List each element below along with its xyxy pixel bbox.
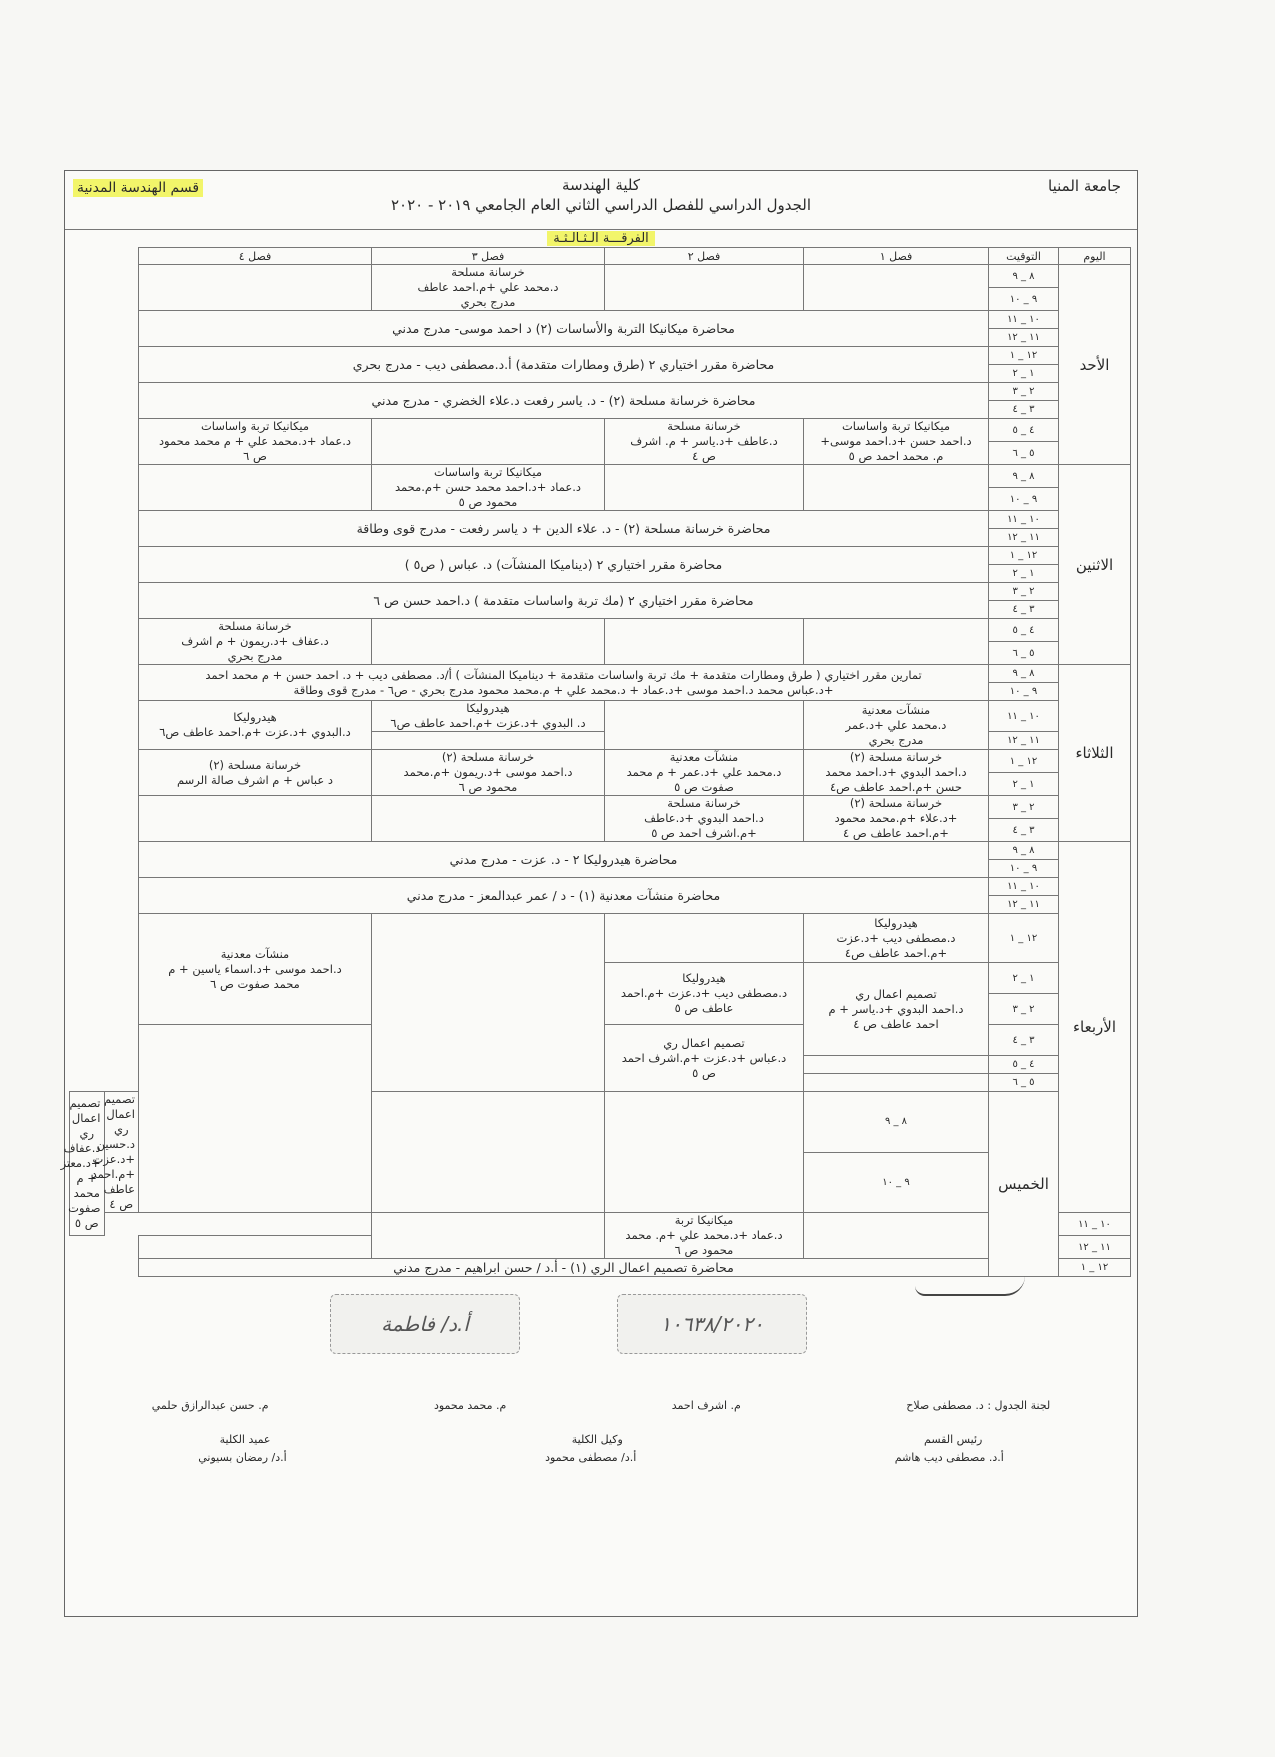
day-wednesday: الأربعاء	[1059, 842, 1131, 1213]
time-cell: ٣ _ ٤	[989, 401, 1059, 419]
tue-c3-session: هيدروليكا د. البدوي +د.عزت +م.احمد عاطف ص٦	[372, 701, 605, 732]
time-cell: ٨ _ ٩	[804, 1092, 989, 1153]
day-sunday: الأحد	[1059, 265, 1131, 465]
schedule-table	[60, 247, 1131, 1277]
col-class-3: فصل ٣	[372, 248, 605, 265]
wed-lecture-2: محاضرة منشآت معدنية (١) - د / عمر عبدالمعز - مدرج مدني	[139, 878, 989, 914]
time-cell: ١ _ ٢	[989, 773, 1059, 796]
time-cell: ١١ _ ١٢	[989, 529, 1059, 547]
time-cell: ١٠ _ ١١	[989, 311, 1059, 329]
time-cell: ٢ _ ٣	[989, 796, 1059, 819]
thu-c2-session: ميكانيكا تربة د.عماد +د.محمد علي +م. محمد محمود ص ٦	[605, 1213, 804, 1259]
sun-c1-session: ميكانيكا تربة واساسات د.احمد حسن +د.احمد موسى+ م. محمد احمد ص ٥	[804, 419, 989, 465]
wed-c1-session-2: تصميم اعمال ري د.احمد البدوي +د.ياسر + م احمد عاطف ص ٤	[804, 963, 989, 1056]
thu-c3-session: تصميم اعمال ري د.حسين +د.عزت +م.احمد عاطف ص ٤	[104, 1092, 139, 1213]
signature	[915, 1276, 1025, 1296]
mon-lecture-3: محاضرة مقرر اختياري ٢ (مك تربة واساسات متقدمة ) د.احمد حسن ص ٦	[139, 583, 989, 619]
tue-c2-session-2: خرسانة مسلحة د.احمد البدوي +د.عاطف +م.اشرف احمد ص ٥	[605, 796, 804, 842]
time-cell: ١١ _ ١٢	[989, 329, 1059, 347]
mon-c4-session: خرسانة مسلحة د.عفاف +د.ريمون + م اشرف مدرج بحري	[139, 619, 372, 665]
member-2: م. محمد محمود	[433, 1399, 507, 1412]
col-class-1: فصل ١	[804, 248, 989, 265]
time-cell: ٣ _ ٤	[989, 601, 1059, 619]
time-cell: ١٢ _ ١	[989, 347, 1059, 365]
tue-c3-session-2: خرسانة مسلحة (٢) د.احمد موسى +د.ريمون +م.محمد محمود ص ٦	[372, 750, 605, 796]
time-cell: ٥ _ ٦	[989, 642, 1059, 665]
vice-name: أ.د/ مصطفى محمود	[545, 1451, 637, 1464]
col-class-4: فصل ٤	[139, 248, 372, 265]
schedule-title: الجدول الدراسي للفصل الدراسي الثاني العام الجامعي ٢٠١٩ - ٢٠٢٠	[390, 196, 812, 214]
time-cell: ١٠ _ ١١	[989, 701, 1059, 732]
time-cell: ١ _ ٢	[989, 963, 1059, 994]
time-cell: ١٢ _ ١	[989, 750, 1059, 773]
committee-label: لجنة الجدول : د. مصطفى صلاح	[906, 1399, 1051, 1412]
time-cell: ١٢ _ ١	[1059, 1259, 1131, 1277]
dean-name: أ.د/ رمضان بسيوني	[198, 1451, 287, 1464]
time-cell: ٩ _ ١٠	[989, 860, 1059, 878]
faculty-label: كلية الهندسة	[561, 176, 641, 194]
mon-lecture-1: محاضرة خرسانة مسلحة (٢) - د. علاء الدين + د ياسر رفعت - مدرج قوى وطاقة	[139, 511, 989, 547]
sun-lecture-1: محاضرة ميكانيكا التربة والأساسات (٢) د احمد موسى- مدرج مدني	[139, 311, 989, 347]
time-cell: ٨ _ ٩	[989, 665, 1059, 683]
schedule-sheet	[60, 170, 1138, 1617]
tue-c1-session: منشآت معدنية د.محمد علي +د.عمر مدرج بحري	[804, 701, 989, 750]
day-tuesday: الثلاثاء	[1059, 665, 1131, 842]
member-3: م. حسن عبدالرازق حلمي	[151, 1399, 269, 1412]
level-label: الفرقـــة الـثـالـثـة	[547, 231, 655, 246]
sun-lecture-2: محاضرة مقرر اختياري ٢ (طرق ومطارات متقدمة) أ.د.مصطفى ديب - مدرج بحري	[139, 347, 989, 383]
time-cell: ١١ _ ١٢	[989, 732, 1059, 750]
time-cell: ٤ _ ٥	[989, 1056, 1059, 1074]
time-cell: ٥ _ ٦	[989, 1074, 1059, 1092]
time-cell: ٣ _ ٤	[989, 819, 1059, 842]
footer	[65, 1393, 1137, 1483]
wed-c2-session: هيدروليكا د.مصطفى ديب +د.عزت +م.احمد عاطف ص ٥	[605, 963, 804, 1025]
tue-c1-session-3: خرسانة مسلحة (٢) +د.علاء +م.محمد محمود +م.احمد عاطف ص ٤	[804, 796, 989, 842]
department-label: قسم الهندسة المدنية	[73, 179, 203, 197]
sun-c2-session: خرسانة مسلحة د.عاطف +د.ياسر + م. اشرف ص ٤	[605, 419, 804, 465]
col-time: التوقيت	[989, 248, 1059, 265]
stamp-2: ١٠٦٣٨/٢٠٢٠	[617, 1294, 807, 1354]
time-cell: ٨ _ ٩	[989, 842, 1059, 860]
day-thursday: الخميس	[989, 1092, 1059, 1277]
time-cell: ٢ _ ٣	[989, 994, 1059, 1025]
time-cell: ٩ _ ١٠	[989, 288, 1059, 311]
mon-c3-session: ميكانيكا تربة واساسات د.عماد +د.احمد محمد حسن +م.محمد محمود ص ٥	[372, 465, 605, 511]
dean-title: عميد الكلية	[219, 1433, 271, 1446]
time-cell: ٥ _ ٦	[989, 442, 1059, 465]
wed-c2-session-2: تصميم اعمال ري د.عباس +د.عزت +م.اشرف احمد ص ٥	[605, 1025, 804, 1092]
stamp-1: أ.د/ فاطمة	[330, 1294, 520, 1354]
wed-c1-session: هيدروليكا د.مصطفى ديب +د.عزت +م.احمد عاطف ص٤	[804, 914, 989, 963]
sun-c3-session: خرسانة مسلحة د.محمد علي +م.احمد عاطف مدرج بحري	[372, 265, 605, 311]
table-header-row	[70, 248, 1131, 265]
time-cell: ١١ _ ١٢	[1059, 1236, 1131, 1259]
sun-lecture-3: محاضرة خرسانة مسلحة (٢) - د. ياسر رفعت د.علاء الخضري - مدرج مدني	[139, 383, 989, 419]
header	[65, 171, 1137, 230]
time-cell: ٩ _ ١٠	[804, 1152, 989, 1213]
tue-c2-session: منشآت معدنية د.محمد علي +د.عمر + م محمد صفوت ص ٥	[605, 750, 804, 796]
university-label: جامعة المنيا	[1048, 177, 1121, 195]
time-cell: ١٠ _ ١١	[989, 878, 1059, 896]
col-day: اليوم	[1059, 248, 1131, 265]
wed-c4-session: منشآت معدنية د.احمد موسى +د.اسماء ياسين + م محمد صفوت ص ٦	[139, 914, 372, 1025]
time-cell: ١٢ _ ١	[989, 914, 1059, 963]
thu-c4-session: تصميم اعمال ري د.عفاف +د.معتز + م محمد صفوت ص ٥	[70, 1092, 105, 1236]
tue-exercises: تمارين مقرر اختياري ( طرق ومطارات متقدمة + مك تربة واساسات متقدمة + ديناميكا المنشآت ) أ/د. مصطفى ديب + د. احمد حسن + م محمد احمد +د.عباس محمد د.احمد موسى +د.عماد + د.محمد علي + م.محمد محمود مدرج بحري - ص٦ - مدرج قوى وطاقة	[139, 665, 989, 701]
vice-title: وكيل الكلية	[571, 1433, 623, 1446]
thu-lecture-1: محاضرة تصميم اعمال الري (١) - أ.د / حسن ابراهيم - مدرج مدني	[139, 1259, 989, 1277]
time-cell: ٢ _ ٣	[989, 383, 1059, 401]
time-cell: ١١ _ ١٢	[989, 896, 1059, 914]
day-monday: الاثنين	[1059, 465, 1131, 665]
sun-c4-session: ميكانيكا تربة واساسات د.عماد +د.محمد علي + م محمد محمود ص ٦	[139, 419, 372, 465]
time-cell: ٢ _ ٣	[989, 583, 1059, 601]
time-cell: ١ _ ٢	[989, 365, 1059, 383]
time-cell: ٩ _ ١٠	[989, 683, 1059, 701]
wed-lecture-1: محاضرة هيدروليكا ٢ - د. عزت - مدرج مدني	[139, 842, 989, 878]
mon-lecture-2: محاضرة مقرر اختياري ٢ (ديناميكا المنشآت) د. عباس ( ص٥ )	[139, 547, 989, 583]
tue-c4-session: هيدروليكا د.البدوي +د.عزت +م.احمد عاطف ص٦	[139, 701, 372, 750]
time-cell: ١٠ _ ١١	[989, 511, 1059, 529]
tue-c4-session-2: خرسانة مسلحة (٢) د عباس + م اشرف صالة الرسم	[139, 750, 372, 796]
head-title: رئيس القسم	[924, 1433, 983, 1446]
tue-c1-session-2: خرسانة مسلحة (٢) د.احمد البدوي +د.احمد محمد حسن +م.احمد عاطف ص٤	[804, 750, 989, 796]
time-cell: ١٠ _ ١١	[1059, 1213, 1131, 1236]
time-cell: ٣ _ ٤	[989, 1025, 1059, 1056]
time-cell: ٤ _ ٥	[989, 419, 1059, 442]
head-name: أ.د. مصطفى ديب هاشم	[894, 1451, 1004, 1464]
time-cell: ١ _ ٢	[989, 565, 1059, 583]
col-class-2: فصل ٢	[605, 248, 804, 265]
time-cell: ٨ _ ٩	[989, 265, 1059, 288]
time-cell: ٩ _ ١٠	[989, 488, 1059, 511]
member-1: م. اشرف احمد	[671, 1399, 741, 1412]
time-cell: ٤ _ ٥	[989, 619, 1059, 642]
time-cell: ١٢ _ ١	[989, 547, 1059, 565]
time-cell: ٨ _ ٩	[989, 465, 1059, 488]
